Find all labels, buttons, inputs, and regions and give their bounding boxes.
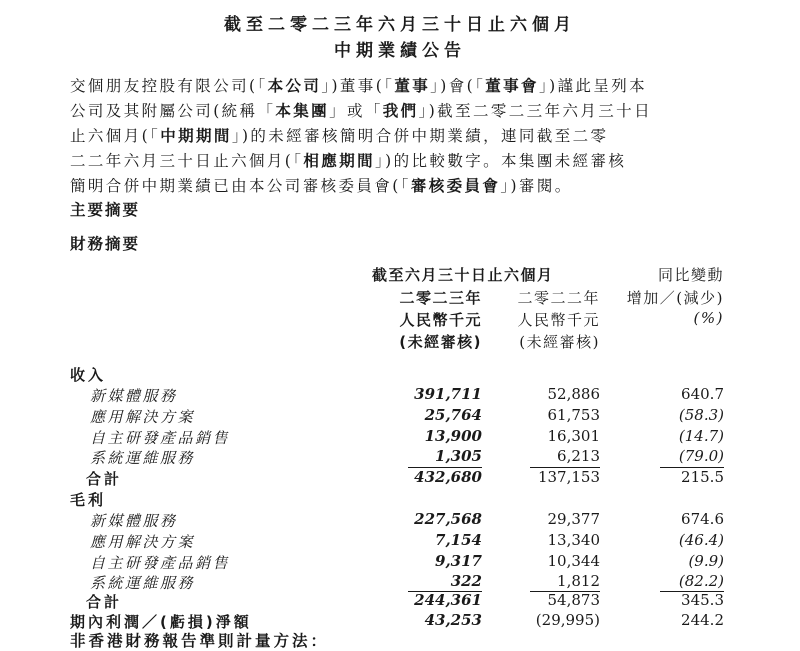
cell-2023: 391,711 [414, 385, 482, 403]
total-2022: 137,153 [537, 468, 600, 486]
cell-2022: 16,301 [547, 427, 600, 445]
cell-yoy: (46.4) [678, 531, 724, 549]
cell-2023: 9,317 [435, 552, 482, 570]
header-yoy-unit: (%) [693, 309, 724, 327]
total-2022: 54,873 [547, 591, 600, 609]
cell-yoy: (58.3) [678, 406, 724, 424]
document-title: 截至二零二三年六月三十日止六個月 [224, 15, 576, 35]
row-label: 系統運維服務 [90, 574, 196, 592]
intro-paragraph [70, 74, 734, 199]
net-result-2023: 43,253 [424, 611, 482, 629]
total-yoy: 215.5 [681, 468, 724, 486]
header-yoy: 同比變動 [657, 266, 724, 284]
row-label: 系統運維服務 [90, 449, 196, 467]
cell-2022: 13,340 [547, 531, 600, 549]
total-label: 合計 [86, 593, 123, 611]
header-audit-2023: (未經審核) [399, 333, 482, 351]
cell-yoy: (79.0) [678, 447, 724, 465]
section-heading-financial: 財務摘要 [70, 235, 141, 253]
row-label: 新媒體服務 [90, 387, 178, 405]
net-result-2022: (29,995) [535, 611, 600, 629]
header-year-2022: 二零二二年 [517, 289, 600, 307]
total-yoy: 345.3 [681, 591, 724, 609]
row-label: 自主研發產品銷售 [90, 429, 231, 447]
total-label: 合計 [86, 470, 123, 488]
cell-2022: 1,812 [557, 572, 600, 590]
group-label-revenue: 收入 [70, 366, 107, 384]
cell-yoy: (14.7) [678, 427, 724, 445]
cell-yoy: 640.7 [681, 385, 724, 403]
header-currency-2023: 人民幣千元 [399, 311, 482, 329]
document-subtitle: 中期業績公告 [334, 41, 466, 61]
cell-2023: 322 [450, 572, 482, 590]
net-result-label: 期內利潤／(虧損)淨額 [70, 613, 252, 631]
cell-2023: 1,305 [435, 447, 482, 465]
total-2023: 432,680 [414, 468, 482, 486]
cell-2022: 52,886 [547, 385, 600, 403]
cell-2022: 61,753 [547, 406, 600, 424]
cell-2022: 10,344 [547, 552, 600, 570]
cell-yoy: (9.9) [688, 552, 724, 570]
total-2023: 244,361 [414, 591, 482, 609]
net-result-yoy: 244.2 [681, 611, 724, 629]
cell-2022: 6,213 [557, 447, 600, 465]
intro-line: 交個朋友控股有限公司(「本公司」)董事(「董事」)會(「董事會」)謹此呈列本 [70, 77, 648, 95]
header-audit-2022: (未經審核) [519, 333, 600, 351]
header-yoy-sub: 增加／(減少) [626, 289, 724, 307]
section-heading-highlights: 主要摘要 [70, 201, 141, 219]
intro-line: 二二年六月三十日止六個月(「相應期間」)的比較數字。本集團未經審核 [70, 152, 627, 170]
cell-2023: 13,900 [424, 427, 482, 445]
header-currency-2022: 人民幣千元 [517, 311, 600, 329]
cell-2023: 7,154 [435, 531, 482, 549]
row-label: 新媒體服務 [90, 512, 178, 530]
row-label: 應用解決方案 [90, 533, 196, 551]
cell-yoy: 674.6 [681, 510, 724, 528]
section-heading-non-hkfrs: 非香港財務報告準則計量方法： [70, 632, 330, 650]
intro-line: 止六個月(「中期期間」)的未經審核簡明合併中期業績，連同截至二零 [70, 127, 609, 145]
row-label: 應用解決方案 [90, 408, 196, 426]
intro-line: 簡明合併中期業績已由本公司審核委員會(「審核委員會」)審閱。 [70, 177, 573, 195]
group-label-gross-profit: 毛利 [70, 491, 107, 509]
header-year-2023: 二零二三年 [399, 289, 482, 307]
row-label: 自主研發產品銷售 [90, 554, 231, 572]
cell-2022: 29,377 [547, 510, 600, 528]
cell-2023: 25,764 [424, 406, 482, 424]
intro-line: 公司及其附屬公司(統稱「本集團」或「我們」)截至二零二三年六月三十日 [70, 102, 652, 120]
cell-yoy: (82.2) [678, 572, 724, 590]
header-period: 截至六月三十日止六個月 [372, 266, 554, 284]
cell-2023: 227,568 [414, 510, 482, 528]
